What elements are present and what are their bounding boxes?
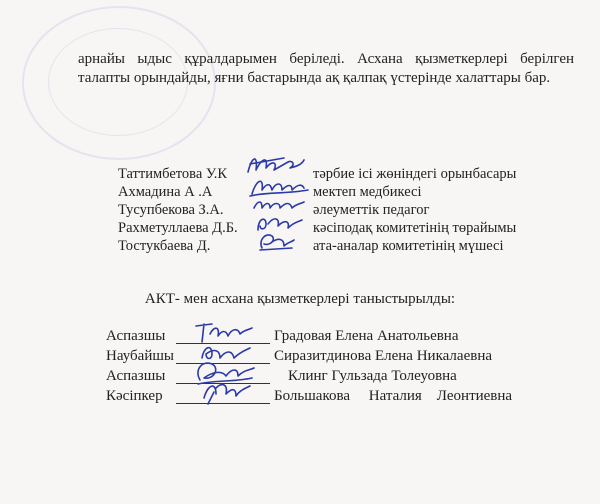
staff-position: Кәсіпкер bbox=[106, 388, 163, 404]
signature-mark bbox=[254, 228, 298, 254]
member-name: Рахметуллаева Д.Б. bbox=[118, 220, 238, 236]
member-role: әлеуметтік педагог bbox=[313, 202, 430, 218]
member-role: тәрбие ісі жөніндегі орынбасары bbox=[313, 166, 517, 182]
signature-mark bbox=[198, 378, 254, 408]
staff-position: Наубайшы bbox=[106, 348, 174, 364]
member-role: ата-аналар комитетінің мүшесі bbox=[313, 238, 504, 254]
staff-name: Сиразитдинова Елена Никалаевна bbox=[274, 348, 492, 364]
intro-paragraph: арнайы ыдыс құралдарымен беріледі. Асхана қызметкерлері берілген талапты орындайды, яғни бастарында ақ қалпақ үстерінде халаттары бар. bbox=[78, 51, 574, 86]
member-name: Тусупбекова З.А. bbox=[118, 202, 224, 218]
staff-name: Градовая Елена Анатольевна bbox=[274, 328, 459, 344]
member-role: кәсіподақ комитетінің төрайымы bbox=[313, 220, 517, 236]
staff-position: Аспазшы bbox=[106, 328, 166, 344]
staff-position: Аспазшы bbox=[106, 368, 166, 384]
member-name: Тостукбаева Д. bbox=[118, 238, 211, 254]
member-name: Таттимбетова У.К bbox=[118, 166, 228, 182]
acquaintance-heading: АКТ- мен асхана қызметкерлері таныстырылды: bbox=[144, 291, 456, 307]
member-name: Ахмадина А .А bbox=[118, 184, 213, 200]
staff-name: Большакова Наталия Леонтиевна bbox=[274, 388, 513, 404]
member-role: мектеп медбикесі bbox=[313, 184, 422, 200]
staff-name: Клинг Гульзада Толеуовна bbox=[288, 368, 457, 384]
